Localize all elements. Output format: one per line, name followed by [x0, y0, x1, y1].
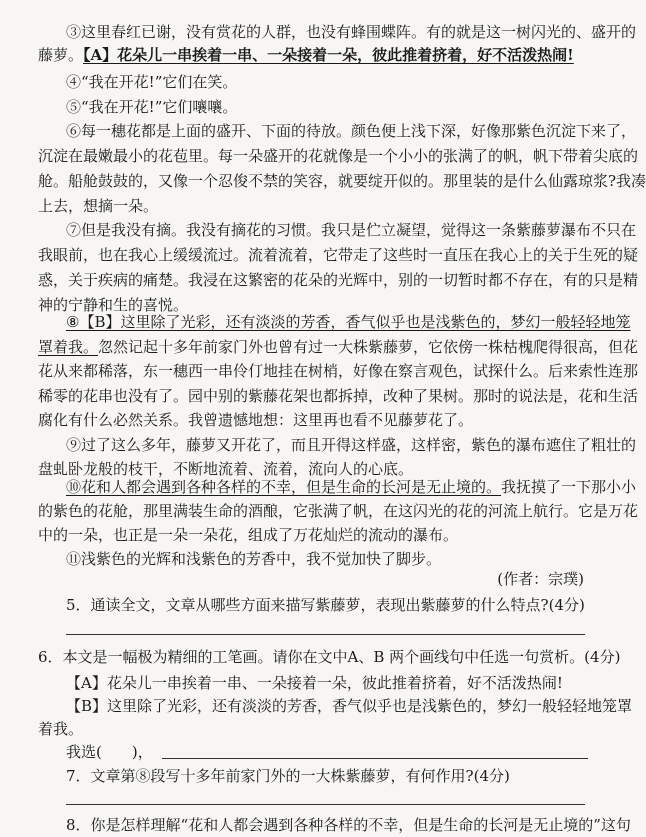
text-line-p7-2: 我眼前，也在我心上缓缓流过。流着流着，它带走了这些时一直压在我心上的关于生死的疑	[38, 246, 639, 264]
text-line-p5: ⑤“我在开花!”它们嚷嚷。	[66, 98, 238, 116]
text-line-p9-1: ⑨过了这么多年，藤萝又开花了，而且开得这样盛，这样密，紫色的瀑布遮住了粗壮的	[66, 436, 637, 454]
answer-line-q6	[162, 758, 588, 759]
text-line-p8-5: 腐化有什么必然关系。我曾遗憾地想：这里再也看不见藤萝花了。	[38, 411, 474, 429]
text-line-p8-3: 花从来都稀落，东一穗西一串伶仃地挂在树梢，好像在察言观色，试探什么。后来索性连那	[38, 362, 639, 380]
paragraph-8-line-2-rest: 忽然记起十多年前家门外也曾有过一大株紫藤萝，它依傍一株枯槐爬得很高，但花	[98, 338, 639, 356]
text-line-p10-2: 的紫色的花舱，那里满装生命的酒酿，它张满了帆，在这闪光的花的河流上航行。它是万花	[38, 502, 639, 520]
paragraph-8-line-1: ⑧【B】这里除了光彩，还有淡淡的芳香，香气似乎也是浅紫色的，梦幻一般轻轻地笼	[66, 313, 631, 331]
question-6-option-a: 【A】花朵儿一串挨着一串、一朵接着一朵，彼此推着挤着，好不活泼热闹!	[66, 674, 563, 692]
paragraph-8-line-2	[38, 338, 639, 356]
paragraph-10-line-1	[66, 478, 637, 496]
text-line-p7-1: ⑦但是我没有摘。我没有摘花的习惯。我只是伫立凝望，觉得这一条紫藤萝瀑布不只在	[66, 221, 637, 239]
author-credit: (作者：宗璞)	[497, 570, 584, 588]
paragraph-10-underlined: ⑩花和人都会遇到各种各样的不幸，但是生命的长河是无止境的。	[66, 478, 502, 496]
text-line-p4: ④“我在开花!”它们在笑。	[66, 73, 238, 91]
sentence-a-underlined: 【A】花朵儿一串挨着一串、一朵接着一朵，彼此推着挤着，好不活泼热闹!	[83, 46, 574, 64]
choice-suffix: )，	[131, 743, 153, 761]
paragraph-3-line-2-start: 藤萝。	[38, 46, 84, 64]
choice-prefix: 我选(	[66, 743, 102, 761]
text-line-p6-2: 沉淀在最嫩最小的花苞里。每一朵盛开的花就像是一个小小的张满了的帆，帆下带着尖底的	[38, 147, 639, 165]
question-6-option-b-line-2: 着我。	[38, 720, 84, 738]
question-7: 7．文章第⑧段写十多年前家门外的一大株紫藤萝，有何作用?(4分)	[66, 767, 510, 785]
question-5: 5．通读全文，文章从哪些方面来描写紫藤萝，表现出紫藤萝的什么特点?(4分)	[66, 596, 585, 614]
text-line-p7-3: 惑，关于疾病的痛楚。我浸在这繁密的花朵的光辉中，别的一切暂时都不存在，有的只是精	[38, 271, 639, 289]
question-8: 8．你是怎样理解“花和人都会遇到各种各样的不幸，但是生命的长河是无止境的”这句	[66, 816, 631, 834]
question-6: 6．本文是一幅极为精细的工笔画。请你在文中A、B 两个画线句中任选一句赏析。(4分)	[38, 648, 621, 666]
answer-line-q5	[66, 634, 585, 635]
text-line-p6-1: ⑥每一穗花都是上面的盛开、下面的待放。颜色便上浅下深，好像那紫色沉淀下来了，	[66, 122, 637, 140]
text-line-p11: ⑪浅紫色的光辉和浅紫色的芳香中，我不觉加快了脚步。	[66, 550, 442, 568]
text-line-p10-3: 中的一朵，也正是一朵一朵花，组成了万花灿烂的流动的瀑布。	[38, 526, 459, 544]
text-line-p6-3: 舱。船舱鼓鼓的，又像一个忍俊不禁的笑容，就要绽开似的。那里装的是什么仙露琼浆?我凑	[38, 172, 646, 190]
paragraph-3-line-2	[38, 46, 584, 64]
text-line-p9-2: 盘虬卧龙般的枝干，不断地流着、流着，流向人的心底。	[38, 460, 414, 478]
text-line-p8-4: 稀零的花串也没有了。园中别的紫藤花架也都拆掉，改种了果树。那时的说法是，花和生活	[38, 387, 639, 405]
sentence-b-underlined-end: 罩着我。	[38, 338, 99, 356]
text-line-p6-4: 上去，想摘一朵。	[38, 197, 159, 215]
text-line-p3-1: ③这里春红已谢，没有赏花的人群，也没有蜂围蝶阵。有的就是这一树闪光的、盛开的	[66, 23, 637, 41]
answer-line-q7	[66, 804, 585, 805]
paragraph-10-line-1-rest: 我抚摸了一下那小小	[501, 478, 637, 496]
text-line-p7-4: 神的宁静和生的喜悦。	[38, 296, 189, 314]
question-6-option-b-line-1: 【B】这里除了光彩，还有淡淡的芳香，香气似乎也是浅紫色的，梦幻一般轻轻地笼罩	[66, 697, 633, 715]
